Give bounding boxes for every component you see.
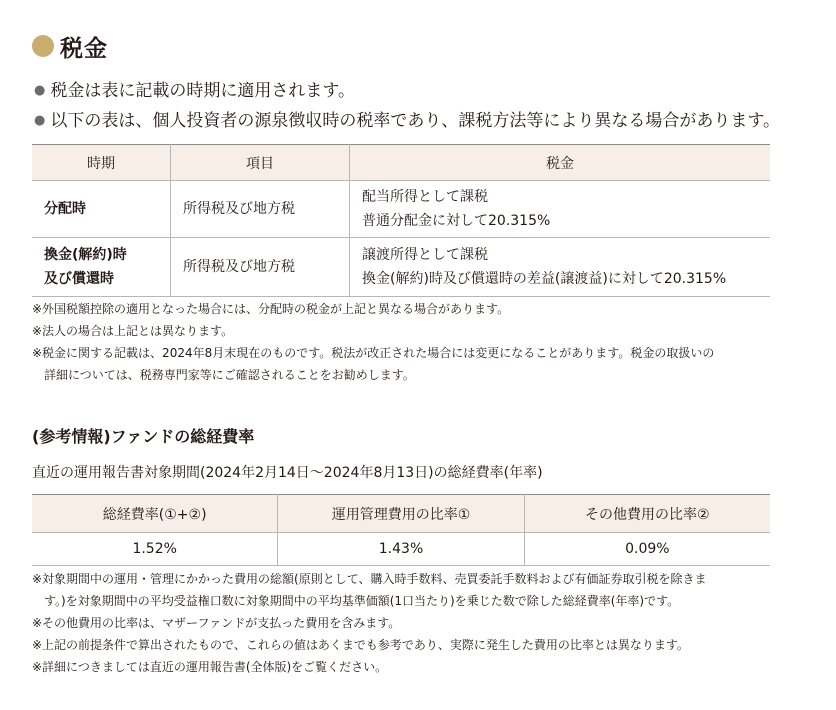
ratio-table bbox=[32, 494, 770, 566]
value-management-ratio: 1.43% bbox=[278, 533, 524, 566]
header-item: 項目 bbox=[171, 145, 350, 181]
bullet-list bbox=[34, 77, 824, 137]
value-total-ratio: 1.52% bbox=[32, 533, 278, 566]
header-tax: 税金 bbox=[350, 145, 771, 181]
cell-tax: 譲渡所得として課税 換金(解約)時及び償還時の差益(譲渡益)に対して20.315% bbox=[350, 238, 771, 297]
note: ※上記の前提条件で算出されたもので、これらの値はあくまでも参考であり、実際に発生した費用の比率とは異なります。 bbox=[32, 638, 689, 652]
header-management-ratio: 運用管理費用の比率① bbox=[278, 495, 524, 533]
ratio-table-header bbox=[32, 495, 770, 533]
table-row bbox=[32, 238, 770, 297]
header-other-ratio: その他費用の比率② bbox=[524, 495, 770, 533]
bullet-icon: ● bbox=[34, 83, 46, 98]
note: す。)を対象期間中の平均受益権口数に対象期間中の平均基準価額(1口当たり)を乗じた数で除した総経費率(年率)です。 bbox=[44, 594, 680, 608]
table-row bbox=[32, 533, 770, 566]
bullet-icon: ● bbox=[34, 113, 46, 128]
cell-item: 所得税及び地方税 bbox=[171, 181, 350, 238]
cell-item: 所得税及び地方税 bbox=[171, 238, 350, 297]
header-period: 時期 bbox=[32, 145, 171, 181]
value-other-ratio: 0.09% bbox=[524, 533, 770, 566]
section-title-text: 税金 bbox=[60, 35, 108, 62]
table-row bbox=[32, 181, 770, 238]
ref-title: (参考情報)ファンドの総経費率 bbox=[32, 427, 255, 446]
note: ※その他費用の比率は、マザーファンドが支払った費用を含みます。 bbox=[32, 616, 401, 630]
note: ※詳細につきましては直近の運用報告書(全体版)をご覧ください。 bbox=[32, 660, 388, 674]
tax-table-header bbox=[32, 145, 770, 181]
note: ※税金に関する記載は、2024年8月末現在のものです。税法が改正された場合には変更になることがあります。税金の取扱いの bbox=[32, 346, 715, 360]
note: ※法人の場合は上記とは異なります。 bbox=[32, 324, 234, 338]
note: 詳細については、税務専門家等にご確認されることをお勧めします。 bbox=[44, 368, 415, 382]
note: ※外国税額控除の適用となった場合には、分配時の税金が上記と異なる場合があります。 bbox=[32, 302, 510, 316]
cell-tax: 配当所得として課税 普通分配金に対して20.315% bbox=[350, 181, 771, 238]
note: ※対象期間中の運用・管理にかかった費用の総額(原則として、購入時手数料、売買委託手数料および有価証券取引税を除きま bbox=[32, 572, 707, 586]
cell-period: 換金(解約)時 及び償還時 bbox=[32, 238, 171, 297]
gold-dot-icon bbox=[32, 35, 54, 57]
ref-period: 直近の運用報告書対象期間(2024年2月14日～2024年8月13日)の総経費率(年率) bbox=[32, 465, 543, 481]
bullet-item: ● 以下の表は、個人投資者の源泉徴収時の税率であり、課税方法等により異なる場合があります。 bbox=[34, 111, 780, 131]
header-total-ratio: 総経費率(①+②) bbox=[32, 495, 278, 533]
ratio-notes bbox=[32, 568, 822, 678]
section-title bbox=[32, 28, 108, 64]
tax-table bbox=[32, 144, 770, 297]
tax-notes bbox=[32, 298, 812, 386]
cell-period: 分配時 bbox=[32, 181, 171, 238]
bullet-item: ● 税金は表に記載の時期に適用されます。 bbox=[34, 81, 355, 101]
